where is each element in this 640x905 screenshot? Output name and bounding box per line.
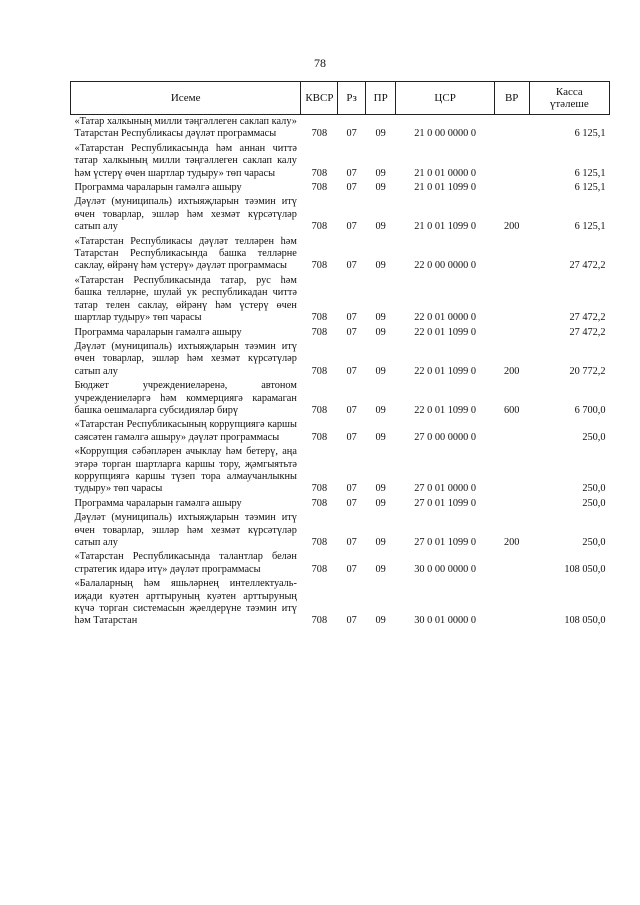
row-vr xyxy=(494,497,529,511)
row-rz: 07 xyxy=(346,312,357,324)
row-csr: 21 0 01 1099 0 xyxy=(414,182,477,194)
row-rz: 07 xyxy=(346,615,357,627)
row-vr xyxy=(494,235,529,274)
row-name: «Коррупция сәбәпләрен ачыклау һәм бетерү, аңа этәрә торган шартларга каршы тору, җәмгыятьтә коррупциягә каршы түзеп тора алмаучанлыкны тудыру» төп чарасы xyxy=(74,446,297,495)
row-pr: 09 xyxy=(375,326,386,338)
row-pr: 09 xyxy=(375,404,386,416)
row-rz: 07 xyxy=(346,167,357,179)
row-rz: 07 xyxy=(346,563,357,575)
row-rz: 07 xyxy=(346,404,357,416)
row-amount: 27 472,2 xyxy=(569,260,606,272)
row-amount: 20 772,2 xyxy=(569,365,606,377)
header-kassa-line2: үтәлеше xyxy=(549,98,589,110)
row-amount: 27 472,2 xyxy=(569,312,606,324)
table-row xyxy=(71,195,610,234)
row-vr xyxy=(494,577,529,629)
row-vr xyxy=(494,274,529,326)
row-csr: 27 0 01 1099 0 xyxy=(414,497,477,509)
row-rz: 07 xyxy=(346,365,357,377)
row-kvsr: 708 xyxy=(311,615,328,627)
header-pr: ПР xyxy=(365,82,396,115)
row-amount: 6 125,1 xyxy=(574,167,606,179)
row-vr xyxy=(494,326,529,340)
row-csr: 22 0 01 1099 0 xyxy=(414,326,477,338)
row-csr: 30 0 00 0000 0 xyxy=(414,563,477,575)
row-rz: 07 xyxy=(346,221,357,233)
row-vr xyxy=(494,445,529,497)
row-csr: 22 0 01 1099 0 xyxy=(414,365,477,377)
row-kvsr: 708 xyxy=(311,128,328,140)
row-pr: 09 xyxy=(375,365,386,377)
row-amount: 6 700,0 xyxy=(574,404,606,416)
page-number: 78 xyxy=(314,56,326,70)
header-rz: Рз xyxy=(338,82,365,115)
row-csr: 22 0 00 0000 0 xyxy=(414,260,477,272)
row-kvsr: 708 xyxy=(311,312,328,324)
row-csr: 30 0 01 0000 0 xyxy=(414,615,477,627)
row-kvsr: 708 xyxy=(311,326,328,338)
row-pr: 09 xyxy=(375,182,386,194)
row-amount: 250,0 xyxy=(582,483,606,495)
row-csr: 27 0 01 1099 0 xyxy=(414,537,477,548)
row-pr: 09 xyxy=(375,615,386,627)
row-vr xyxy=(494,115,529,142)
row-kvsr: 708 xyxy=(311,182,328,194)
row-rz: 07 xyxy=(346,497,357,509)
row-kvsr: 708 xyxy=(311,404,328,416)
row-name: Программа чараларын гамәлгә ашыру xyxy=(74,326,242,338)
row-kvsr: 708 xyxy=(311,260,328,272)
row-csr: 27 0 01 0000 0 xyxy=(414,483,477,495)
header-kassa-line1: Касса xyxy=(555,86,583,98)
row-vr: 600 xyxy=(503,404,520,416)
row-csr: 21 0 00 0000 0 xyxy=(414,128,477,140)
row-pr: 09 xyxy=(375,260,386,272)
header-name: Исеме xyxy=(71,82,301,115)
row-pr: 09 xyxy=(375,497,386,509)
row-csr: 21 0 01 1099 0 xyxy=(414,221,477,233)
row-amount: 6 125,1 xyxy=(574,221,606,233)
row-csr: 27 0 00 0000 0 xyxy=(414,431,477,443)
row-pr: 09 xyxy=(375,483,386,495)
table-row xyxy=(71,418,610,445)
row-amount: 250,0 xyxy=(582,497,606,509)
row-pr: 09 xyxy=(375,537,386,548)
row-pr: 09 xyxy=(375,431,386,443)
row-name: «Татарстан Республикасында татар, рус һәм башка телләрне, шулай ук республикадан читтә татар телен саклау, өйрәнү һәм үстерү өчен шартлар тудыру» төп чарасы xyxy=(74,274,297,324)
table-row xyxy=(71,142,610,181)
table-row xyxy=(71,181,610,195)
row-vr xyxy=(494,142,529,181)
row-vr: 200 xyxy=(503,365,520,377)
row-vr xyxy=(494,550,529,577)
budget-table xyxy=(70,81,610,629)
row-pr: 09 xyxy=(375,167,386,179)
row-amount: 6 125,1 xyxy=(574,128,606,140)
row-name: Программа чараларын гамәлгә ашыру xyxy=(74,182,242,194)
row-amount: 108 050,0 xyxy=(564,615,606,627)
row-pr: 09 xyxy=(375,128,386,140)
row-amount: 6 125,1 xyxy=(574,182,606,194)
table-row xyxy=(71,445,610,497)
row-kvsr: 708 xyxy=(311,497,328,509)
row-rz: 07 xyxy=(346,483,357,495)
row-name: Дәүләт (муниципаль) ихтыяҗларын тәэмин итү өчен товарлар, эшләр һәм хезмәт күрсәтүләр сатып алу xyxy=(74,340,297,377)
row-name: «Татарстан Республикасы дәүләт телләрен һәм Татарстан Республикасында башка телләрне саклау, өйрәнү һәм үстерү» дәүләт программасы xyxy=(74,235,297,272)
row-vr: 200 xyxy=(503,537,520,548)
row-rz: 07 xyxy=(346,537,357,548)
row-rz: 07 xyxy=(346,260,357,272)
header-kvsr: КВСР xyxy=(301,82,338,115)
row-csr: 22 0 01 1099 0 xyxy=(414,404,477,416)
table-row xyxy=(71,274,610,326)
row-amount: 250,0 xyxy=(582,537,606,548)
row-name: «Балаларның һәм яшьләрнең интеллектуаль-иҗади куәтен арттыруның куәтен арттыруның күчә торган системасын җәелдерүне тәэмин итү һәм Татарстан xyxy=(74,578,297,627)
table-row xyxy=(71,379,610,418)
header-kassa xyxy=(529,82,609,115)
row-vr xyxy=(494,418,529,445)
row-kvsr: 708 xyxy=(311,365,328,377)
row-name: «Татарстан Республикасында һәм аннан читтә татар халкының милли тәңгәллеген саклап калу һәм үстерү өчен шартлар тудыру» төп чарасы xyxy=(74,142,297,179)
row-rz: 07 xyxy=(346,431,357,443)
row-amount: 27 472,2 xyxy=(569,326,606,338)
table-row xyxy=(71,577,610,629)
row-pr: 09 xyxy=(375,221,386,233)
table-row xyxy=(71,497,610,511)
row-rz: 07 xyxy=(346,182,357,194)
row-pr: 09 xyxy=(375,563,386,575)
row-name: Бюджет учреждениеләренә, автоном учреждениеләргә һәм коммерциягә карамаган башка оешмаларга субсидияләр бирү xyxy=(74,380,297,416)
table-row xyxy=(71,115,610,142)
row-kvsr: 708 xyxy=(311,483,328,495)
row-kvsr: 708 xyxy=(311,221,328,233)
row-vr xyxy=(494,181,529,195)
header-vr: ВР xyxy=(494,82,529,115)
header-csr: ЦСР xyxy=(396,82,494,115)
row-name: «Татар халкының милли тәңгәллеген саклап калу» Татарстан Республикасы дәүләт программасы xyxy=(74,116,297,140)
row-rz: 07 xyxy=(346,326,357,338)
table-row xyxy=(71,235,610,274)
row-amount: 250,0 xyxy=(582,431,606,443)
row-name: «Татарстан Республикасының коррупциягә каршы сәясәтен гамәлгә ашыру» дәүләт программасы xyxy=(74,419,297,443)
table-header-row xyxy=(71,82,610,115)
row-name: «Татарстан Республикасында талантлар белән стратегик идарә итү» дәүләт программасы xyxy=(74,551,297,575)
table-row xyxy=(71,511,610,550)
row-kvsr: 708 xyxy=(311,537,328,548)
row-csr: 22 0 01 0000 0 xyxy=(414,312,477,324)
row-pr: 09 xyxy=(375,312,386,324)
row-kvsr: 708 xyxy=(311,431,328,443)
row-rz: 07 xyxy=(346,128,357,140)
row-csr: 21 0 01 0000 0 xyxy=(414,167,477,179)
row-vr: 200 xyxy=(503,221,520,233)
row-name: Дәүләт (муниципаль) ихтыяҗларын тәэмин итү өчен товарлар, эшләр һәм хезмәт күрсәтүләр сатып алу xyxy=(74,196,297,233)
row-name: Программа чараларын гамәлгә ашыру xyxy=(74,497,242,509)
row-amount: 108 050,0 xyxy=(564,563,606,575)
table-row xyxy=(71,550,610,577)
row-name: Дәүләт (муниципаль) ихтыяҗларын тәэмин итү өчен товарлар, эшләр һәм хезмәт күрсәтүләр сатып алу xyxy=(74,512,297,548)
row-kvsr: 708 xyxy=(311,563,328,575)
table-row xyxy=(71,340,610,379)
row-kvsr: 708 xyxy=(311,167,328,179)
table-row xyxy=(71,326,610,340)
